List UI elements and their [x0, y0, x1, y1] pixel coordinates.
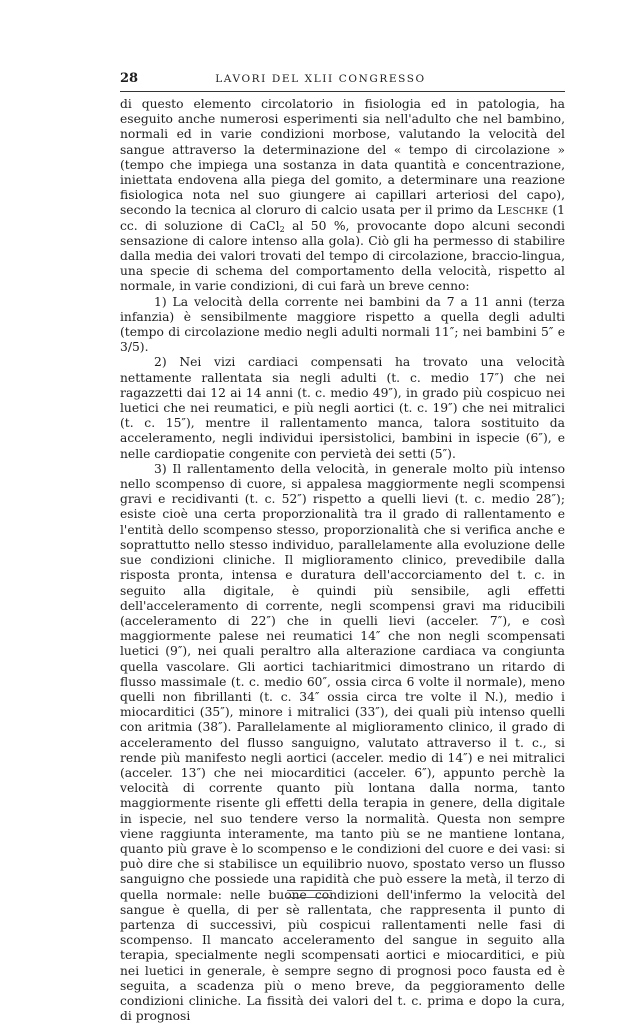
header-rule: [120, 91, 565, 92]
running-title: LAVORI DEL XLII CONGRESSO: [215, 73, 426, 85]
footer-mark: [287, 890, 332, 898]
intro-text-3: al 50 %, provocante dopo alcuni secondi sensazione di calore intenso alla gola). Ciò gli ha permesso di stabilire dalla media dei valori trovati del tempo di circolazione, braccio-lingua, una specie di schema del comportamento della velocità, rispetto al normale, in varie condizioni, di cui farà un breve cenno:: [120, 218, 565, 294]
chemical-subscript: 2: [279, 224, 285, 234]
intro-text-2: (1 cc. di soluzione di CaCl: [120, 203, 566, 233]
author-name: Leschke: [497, 203, 549, 218]
point-1-paragraph: 1) La velocità della corrente nei bambini da 7 a 11 anni (terza infanzia) è sensibilmente maggiore rispetto a quella degli adulti (tempo di circolazione medio negli adulti normali 11″; nei bambini 5″ e 3/5).: [120, 294, 565, 355]
point-3-paragraph: 3) Il rallentamento della velocità, in generale molto più intenso nello scompenso di cuore, si appalesa maggiormente negli scompensi gravi e recidivanti (t. c. 52″) rispetto a quelli lievi (t. c. medio 28″); esiste cioè una certa proporzionalità tra il grado di rallentamento e l'entità dello scompenso stesso, proporzionalità che si verifica anche e soprattutto nello stesso individuo, parallelamente alla evoluzione delle sue condizioni cliniche. Il miglioramento clinico, prevedibile dalla risposta pronta, intensa e duratura dell'accorciamento del t. c. in seguito alla digitale, è quindi più sensibile, agli effetti dell'acceleramento di corrente, negli scompensi gravi ma riducibili (acceleramento di 22″) che in quelli lievi (acceler. 7″), e così maggiormente palese nei reumatici 14″ che non negli scompensati luetici (9″), nei quali peraltro alla alterazione cardiaca va congiunta quella vascolare. Gli aortici tachiaritmici dimostrano un ritardo di flusso massimale (t. c. medio 60″, ossia circa 6 volte il normale), meno quelli non fibrillanti (t. c. 34″ ossia circa tre volte il N.), medio i miocarditici (35″), minore i mitralici (33″), dei quali più intenso quelli con aritmia (38″). Parallelamente al miglioramento clinico, il grado di acceleramento del flusso sanguigno, valutato attraverso il t. c., si rende più manifesto negli aortici (acceler. medio di 14″) e nei mitralici (acceler. 13″) che nei miocarditici (acceler. 6″), appunto perchè la velocità di corrente quanto più lontana dalla norma, tanto maggiormente risente gli effetti della terapia in genere, della digitale in ispecie, nel suo tendere verso la normalità. Questa non sempre viene raggiunta interamente, ma tanto più se ne mantiene lontana, quanto più grave è lo scompenso e le condizioni del cuore e dei vasi: si può dire che si stabilisce un equilibrio nuovo, spostato verso un flusso sanguigno che possiede una rapidità che può essere la metà, il terzo di quella normale: nelle buone condizioni dell'infermo la velocità del sangue è quella, di per sè rallentata, che rappresenta il punto di partenza di successivi, più cospicui rallentamenti nelle fasi di scompenso. Il mancato acceleramento del sangue in seguito alla terapia, specialmente negli scompensati aortici e miocarditici, e più nei luetici in generale, è sempre segno di prognosi poco fausta ed è seguita, a scadenza più o meno breve, da peggioramento delle condizioni cliniche. La fissità dei valori del t. c. prima e dopo la cura, di prognosi: [120, 461, 565, 1024]
page-number: 28: [120, 71, 139, 86]
intro-paragraph: [120, 97, 565, 295]
point-2-paragraph: 2) Nei vizi cardiaci compensati ha trovato una velocità nettamente rallentata sia negli adulti (t. c. medio 17″) che nei ragazzetti dai 12 ai 14 anni (t. c. medio 49″), in grado più cospicuo nei luetici che nei reumatici, e più negli aortici (t. c. 19″) che nei mitralici (t. c. 15″), mentre il rallentamento manca, talora sostituito da acceleramento, negli individui ipersistolici, bambini in ispecie (6″), e nelle cardiopatie congenite con pervietà dei setti (5″).: [120, 355, 565, 461]
body-text: [120, 97, 565, 1024]
intro-text-1: di questo elemento circolatorio in fisiologia ed in patologia, ha eseguito anche numerosi esperimenti sia nell'adulto che nel bambino, normali ed in varie condizioni morbose, valutando la velocità del sangue attraverso la determinazione del « tempo di circolazione » (tempo che impiega una sostanza in data quantità e concentrazione, iniettata endovena alla piega del gomito, a determinare una reazione fisiologica nota nel suo giungere ai capillari arteriosi del capo), secondo la tecnica al cloruro di calcio usata per il primo da: [120, 97, 565, 218]
